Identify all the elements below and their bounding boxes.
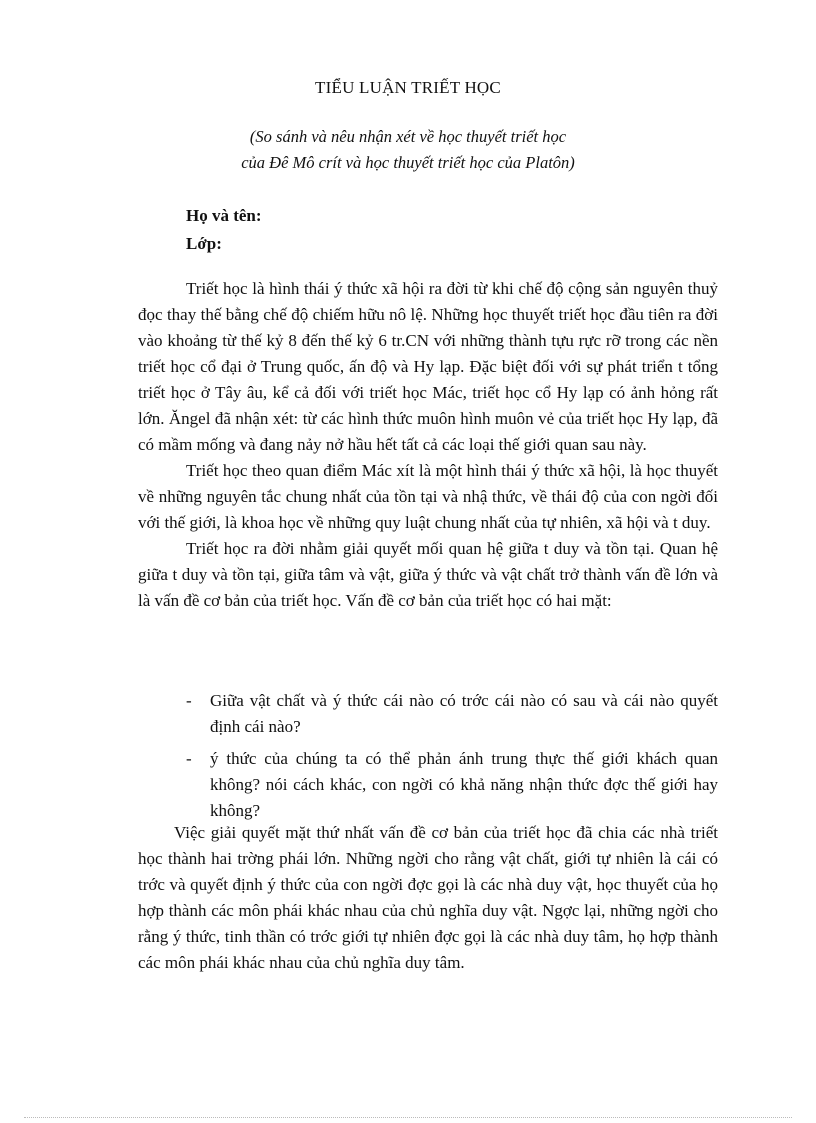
list-item [186,746,718,824]
paragraph-2: Triết học theo quan điểm Mác xít là một hình thái ý thức xã hội, là học thuyết về những nguyên tắc chung nhất của tồn tại và nhậ thức, về thái độ của con ngời đối với thế giới, là khoa học về những quy luật chung nhất của tự nhiên, xã hội và t duy. [138,461,718,532]
paragraph-3: Triết học ra đời nhằm giải quyết mối quan hệ giữa t duy và tồn tại. Quan hệ giữa t duy và tồn tại, giữa tâm và vật, giữa ý thức và vật chất trở thành vấn đề lớn và là vấn đề cơ bản của triết học. Vấn đề cơ bản của triết học có hai mặt: [138,539,718,610]
intro-section [138,276,718,614]
list-item-text: Giữa vật chất và ý thức cái nào có trớc cái nào có sau và cái nào quyết định cái nào? [210,691,718,736]
document-title: TIỂU LUẬN TRIẾT HỌC [315,78,501,97]
subtitle-line-1: (So sánh và nêu nhận xét về học thuyết triết học [249,127,567,146]
bullet-dash: - [186,749,192,768]
document-subtitle [0,124,816,176]
student-info [186,202,262,258]
page-bottom-divider [24,1117,792,1118]
subtitle-line-2: của Đê Mô crít và học thuyết triết học của Platôn) [241,153,575,172]
name-label: Họ và tên: [186,206,262,225]
paragraph-1: Triết học là hình thái ý thức xã hội ra đời từ khi chế độ cộng sản nguyên thuỷ đọc thay thế bằng chế độ chiếm hữu nô lệ. Những học thuyết triết học đầu tiên ra đời vào khoảng từ thế kỷ 8 đến thế kỷ 6 tr.CN với những thành tựu rực rỡ trong các nền triết học cổ đại ở Trung quốc, ấn độ và Hy lạp. Đặc biệt đối với sự phát triển t tổng triết học ở Tây âu, kể cả đối với triết học Mác, triết học cổ Hy lạp có ảnh hỏng rất lớn. Ăngel đã nhận xét: từ các hình thức muôn hình muôn vẻ của triết học Hy lạp, đã có mầm mống và đang nảy nở hầu hết tất cả các loại thế giới quan sau này. [138,279,718,454]
class-label: Lớp: [186,234,222,253]
closing-section [138,820,718,976]
list-item [186,688,718,740]
list-item-text: ý thức của chúng ta có thể phản ánh trung thực thế giới khách quan không? nói cách khác, con ngời có khả năng nhận thức đợc thế giới hay không? [210,749,718,820]
question-list [186,688,718,830]
bullet-dash: - [186,691,192,710]
paragraph-4: Việc giải quyết mặt thứ nhất vấn đề cơ bản của triết học đã chia các nhà triết học thành hai trờng phái lớn. Những ngời cho rằng vật chất, giới tự nhiên là cái có trớc và quyết định ý thức của con ngời đợc gọi là các nhà duy vật, học thuyết của họ hợp thành các môn phái khác nhau của chủ nghĩa duy vật. Ngợc lại, những ngời cho rằng ý thức, tinh thần có trớc giới tự nhiên đợc gọi là các nhà duy tâm, họ hợp thành các môn phái khác nhau của chủ nghĩa duy tâm. [138,823,718,972]
